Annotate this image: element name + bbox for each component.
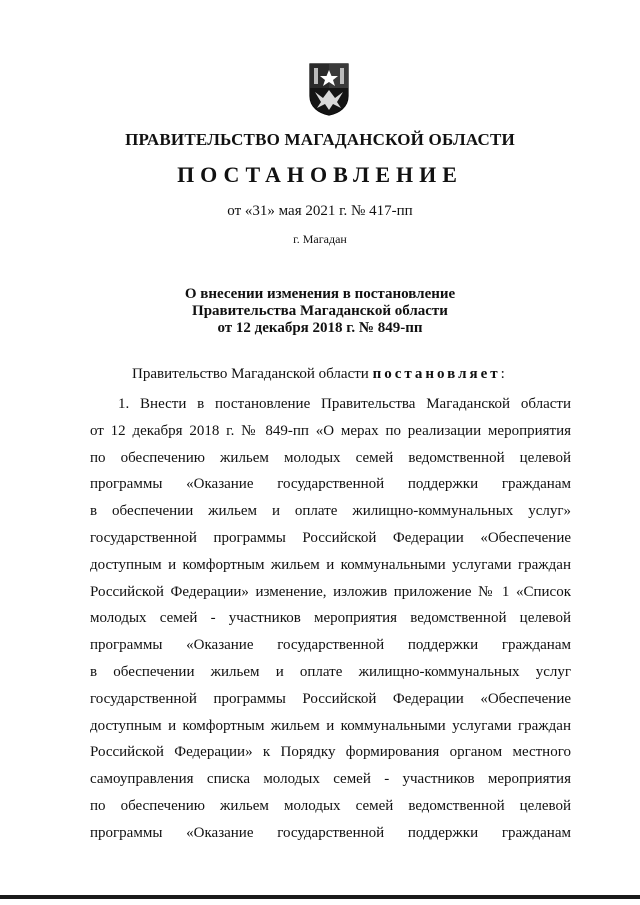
preamble-emphasis: постановляет: [372, 366, 501, 382]
paragraph-line: самоуправления списка молодых семей - участников мероприятия: [90, 771, 571, 788]
document-type-title: ПОСТАНОВЛЕНИЕ: [177, 162, 463, 187]
paragraph-line: в обеспечении жильем и оплате жилищно-коммунальных услуг: [90, 663, 571, 680]
paragraph-line: в обеспечении жильем и оплате жилищно-коммунальных услуг»: [90, 503, 571, 520]
paragraph-line: доступным и комфортным жильем и коммунальными услугами граждан: [90, 717, 571, 734]
paragraph-line: по обеспечению жильем молодых семей ведомственной целевой: [90, 797, 571, 814]
document-date-number: от «31» мая 2021 г. № 417-пп: [227, 203, 413, 219]
paragraph-line: программы «Оказание государственной поддержки гражданам: [90, 824, 571, 841]
preamble-end: :: [500, 366, 505, 382]
document-subject: [0, 286, 640, 337]
paragraph-line: государственной программы Российской Федерации «Обеспечение: [90, 690, 571, 707]
paragraph-line: программы «Оказание государственной поддержки гражданам: [90, 476, 571, 493]
page-bottom-edge: [0, 895, 640, 899]
organization-title: ПРАВИТЕЛЬСТВО МАГАДАНСКОЙ ОБЛАСТИ: [125, 130, 515, 149]
subject-line: Правительства Магаданской области: [192, 303, 448, 319]
paragraph-1: [90, 391, 571, 847]
subject-line: от 12 декабря 2018 г. № 849-пп: [217, 320, 423, 336]
paragraph-line: Российской Федерации» к Порядку формирования органом местного: [90, 744, 571, 761]
paragraph-line: молодых семей - участников мероприятия ведомственной целевой: [90, 610, 571, 627]
paragraph-line: по обеспечению жильем молодых семей ведомственной целевой: [90, 449, 571, 466]
paragraph-line: доступным и комфортным жильем и коммунальными услугами граждан: [90, 556, 571, 573]
paragraph-line: 1. Внести в постановление Правительства Магаданской области: [118, 396, 571, 412]
coat-of-arms-icon: [307, 62, 351, 116]
paragraph-line: государственной программы Российской Федерации «Обеспечение: [90, 529, 571, 546]
document-city: г. Магадан: [293, 232, 347, 246]
preamble-text: Правительство Магаданской области: [132, 366, 373, 382]
preamble: [132, 366, 505, 383]
subject-line: О внесении изменения в постановление: [184, 286, 456, 302]
paragraph-line: Российской Федерации» изменение, изложив приложение № 1 «Список: [90, 583, 571, 600]
paragraph-line: от 12 декабря 2018 г. № 849-пп «О мерах по реализации мероприятия: [90, 422, 571, 439]
paragraph-line: программы «Оказание государственной поддержки гражданам: [90, 637, 571, 654]
